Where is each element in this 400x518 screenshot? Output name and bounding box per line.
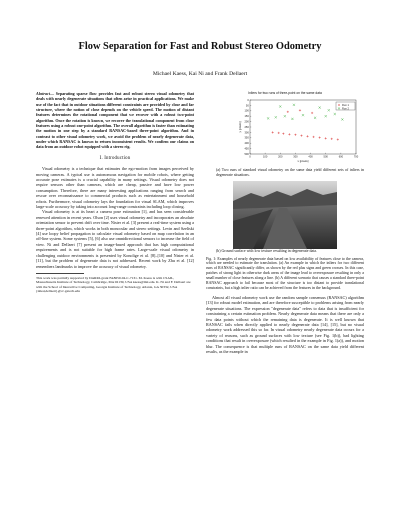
inlier-scatter-plot — [206, 96, 364, 166]
paper-authors: Michael Kaess, Kai Ni and Frank Dellaert — [152, 71, 248, 77]
figure-caption: Fig. 1: Examples of nearly degenerate data based on low availability of features close to the camera, which are needed to estimate the translation. (a) An example in which the inliers for two different runs of RANSAC significantly differ, as shown by the red plus signs and green crosses. In this case, patches of strong light in otherwise dark areas of the image lead to overexposure resulting in only a small number of close features along a line. (b) A different scenario that causes a standard three-point RANSAC approach to fail because most of the structure is too distant to provide translational constraints, but a high inlier ratio can be achieved from the features in the background. — [206, 256, 364, 290]
subcaption-a: (a) Two runs of standard visual odometry on the same data yield different sets of inliers in degenerate situations. — [216, 167, 364, 177]
run1-point — [282, 133, 284, 135]
run2-point — [275, 117, 277, 119]
run2-point — [325, 116, 327, 118]
run1-point — [313, 136, 315, 138]
y-tick-label: 200 — [244, 120, 249, 124]
legend-label: Run 2 — [342, 107, 349, 111]
subcaption-b: (b) Ground surface with low texture resulting in degenerate data. — [216, 248, 317, 253]
run2-point — [267, 118, 269, 120]
run1-point — [331, 138, 333, 140]
abstract — [36, 91, 194, 150]
run1-point — [300, 135, 302, 137]
run1-point — [272, 132, 274, 134]
run1-point — [325, 138, 327, 140]
x-tick-label: 600 — [338, 156, 344, 160]
intro-paragraph: Visual odometry is a technique that estimates the ego-motion from images perceived by moving cameras. A typical use is autonomous navigation for mobile robots, where getting accurate pose estimates is a crucial capability in many settings. Visual odometry does not require sensors other than cameras, which are cheap, passive and have low power consumption. Therefore, there are many interesting applications ranging from search and rescue over reconnaissance to commercial products such as entertainment and household robots. Furthermore, visual odometry lays the foundation for visual SLAM, which improves large-scale accuracy by taking into account long-range constraints including loop closing. — [36, 166, 194, 210]
x-axis-label: x [pixels] — [297, 159, 309, 164]
footnote: This work was partially supported by DARPA grant FA8650-04-C-7131. M. Kaess is with CSAIL, Massachusetts Institute of Technology, Cambridge, MA 02139, USA kaess@mit.edu. K. Ni and F. Dellaert are with the School of Interactive Computing, Georgia Institute of Technology, Atlanta, GA 30332, USA {nikai,dellaert}@cc.gatech.edu — [36, 275, 191, 294]
y-tick-label: 350 — [244, 137, 249, 141]
x-tick-label: 400 — [308, 156, 313, 160]
run2-point — [334, 113, 336, 115]
y-tick-label: 400 — [244, 142, 249, 146]
run1-point — [288, 134, 290, 136]
run2-point — [314, 117, 316, 119]
run2-point — [284, 116, 286, 118]
right-column — [206, 91, 364, 354]
run1-point — [278, 132, 280, 134]
run2-point — [302, 114, 304, 116]
footnote-rule — [36, 273, 84, 274]
x-tick-label: 700 — [353, 156, 359, 160]
y-axis-label: y [pixels] — [238, 121, 242, 133]
run2-point — [293, 104, 295, 106]
run2-point — [319, 107, 321, 109]
run1-point — [306, 136, 308, 138]
run2-point — [291, 118, 293, 120]
legend-label: Run 1 — [342, 104, 349, 108]
y-tick-label: 100 — [244, 110, 249, 114]
x-tick-label: 0 — [249, 156, 251, 160]
x-tick-label: 300 — [293, 156, 298, 160]
road-image — [233, 181, 337, 249]
y-tick-label: 50 — [245, 104, 249, 108]
ground-surface-photo — [233, 181, 337, 249]
run2-point — [328, 110, 330, 112]
y-tick-label: 300 — [244, 131, 249, 135]
x-tick-label: 500 — [323, 156, 328, 160]
run1-point — [337, 139, 339, 141]
y-tick-label: 0 — [247, 99, 249, 103]
x-tick-label: 200 — [278, 156, 283, 160]
left-column — [36, 91, 194, 294]
plot-title: Inliers for two runs of three-point on the same data — [248, 91, 322, 95]
right-paragraph: Almost all visual odometry work use the random sample consensus (RANSAC) algorithm [13] for robust model estimation, and are therefore susceptible to problems arising from nearly degenerate situations. The expression "degenerate data" refers to data that is insufficient for constraining a certain estimation problem. Nearly degenerate data means that there are only a few data points without which the remaining data is degenerate. It is well known that RANSAC fails when directly applied to nearly degenerate data [14], [15], but no visual odometry work addressed this so far. In visual odometry nearly degenerate data occurs for a variety of reasons, such as ground surfaces with low texture (see Fig. 1(b)), bad lighting conditions that result in overexposure (which resulted in the example in Fig. 1(a)), and motion blur. The consequence is that multiple runs of RANSAC on the same data yield different results, as the example in — [206, 294, 364, 354]
abstract-body: — Separating sparse flow provides fast and robust stereo visual odometry that deals with nearly degenerate situations that often arise in practical applications. We make use of the fact that in outdoor situations different constraints are provided by close and far structure, where the notion of close depends on the vehicle speed. The motion of distant features determines the rotational component that we recover with a robust two-point algorithm. Once the rotation is known, we recover the translational component from close features using a robust one-point algorithm. The overall algorithm is faster than estimating the motion in one step by a standard RANSAC-based three-point algorithm. And in contrast to other visual odometry work, we avoid the problem of nearly degenerate data, under which RANSAC is known to return inconsistent results. We confirm our claims on data from an outdoor robot equipped with a stereo rig. — [36, 91, 194, 150]
run2-point — [279, 106, 281, 108]
run1-point — [287, 111, 289, 113]
run1-point — [294, 134, 296, 136]
run2-point — [341, 119, 343, 121]
run1-point — [299, 110, 301, 112]
y-tick-label: 250 — [244, 126, 249, 130]
y-tick-label: 450 — [244, 147, 249, 151]
section-heading: I. Introduction — [99, 155, 131, 161]
x-tick-label: 100 — [262, 156, 268, 160]
abstract-lead: Abstract — [36, 91, 50, 96]
paper-title: Flow Separation for Fast and Robust Stereo Odometry — [78, 41, 322, 52]
intro-paragraph: Visual odometry is at its heart a camera pose estimation [1], and has seen considerable renewed attention in recent years. Olson [2] uses visual odometry and incorporates an absolute orientation sensor to prevent drift over time. Nister et al. [3] present a real-time system using a three-point algorithm, which works in both monocular and stereo settings. Levin and Szeliski [4] use loopy belief propagation to calculate visual odometry based on map correlation in an off-line system. Some systems [5], [6] also use omnidirectional sensors to increase the field of view. Ni and Dellaert [7] present an image-based approach that has high computational requirements and is not suitable for high frame rates. Large-scale visual odometry in challenging outdoor environments is presented by Konolige et al. [8]–[10] and Nister et al. [11], but the problem of degenerate data is not addressed. Recent work by Zhu et al. [12] remembers landmarks to improve the accuracy of visual odometry. — [36, 209, 194, 269]
y-tick-label: 150 — [244, 115, 249, 119]
run1-point — [319, 137, 321, 139]
run1-point — [311, 112, 313, 114]
y-tick-label: 500 — [244, 153, 249, 157]
